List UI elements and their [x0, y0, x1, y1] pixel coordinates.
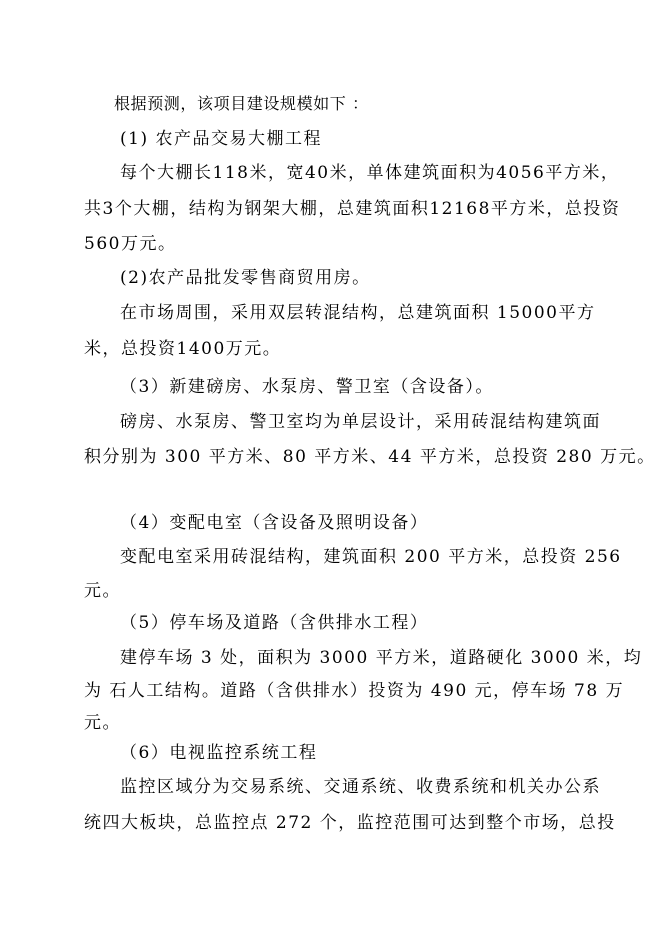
heading-4: （4）变配电室（含设备及照明设备） — [120, 513, 429, 533]
heading-6: （6）电视监控系统工程 — [120, 743, 318, 763]
paragraph-line: 磅房、水泵房、警卫室均为单层设计，采用砖混结构建筑面 — [120, 412, 601, 432]
paragraph-line: 积分别为 300 平方米、80 平方米、44 平方米，总投资 280 万元。 — [84, 447, 656, 467]
paragraph-line: 统四大板块，总监控点 272 个，监控范围可达到整个市场，总投 — [84, 813, 616, 833]
paragraph-line: 元。 — [84, 581, 121, 601]
paragraph-line: 在市场周围，采用双层转混结构，总建筑面积 15000平方 — [120, 303, 596, 323]
intro-text: 根据预测，该项目建设规模如下 ： — [114, 94, 369, 113]
paragraph-line: 元。 — [84, 713, 121, 733]
paragraph-line: 监控区域分为交易系统、交通系统、收费系统和机关办公系 — [120, 777, 601, 797]
paragraph-line: 为 石人工结构。道路（含供排水）投资为 490 元，停车场 78 万 — [84, 681, 625, 701]
paragraph-line: 变配电室采用砖混结构，建筑面积 200 平方米，总投资 256 — [120, 547, 622, 567]
paragraph-line: 建停车场 3 处，面积为 3000 平方米，道路硬化 3000 米，均 — [120, 648, 643, 668]
paragraph-line: 560万元。 — [84, 234, 177, 254]
paragraph-line: 每个大棚长118米，宽40米，单体建筑面积为4056平方米， — [120, 163, 620, 183]
heading-1: (1) 农产品交易大棚工程 — [120, 129, 322, 149]
heading-2: (2)农产品批发零售商贸用房。 — [120, 268, 371, 288]
paragraph-line: 米，总投资1400万元。 — [84, 339, 282, 359]
paragraph-line: 共3个大棚，结构为钢架大棚，总建筑面积12168平方米，总投资 — [84, 199, 621, 219]
heading-3: （3）新建磅房、水泵房、警卫室（含设备）。 — [120, 377, 494, 397]
heading-5: （5）停车场及道路（含供排水工程） — [120, 613, 429, 633]
